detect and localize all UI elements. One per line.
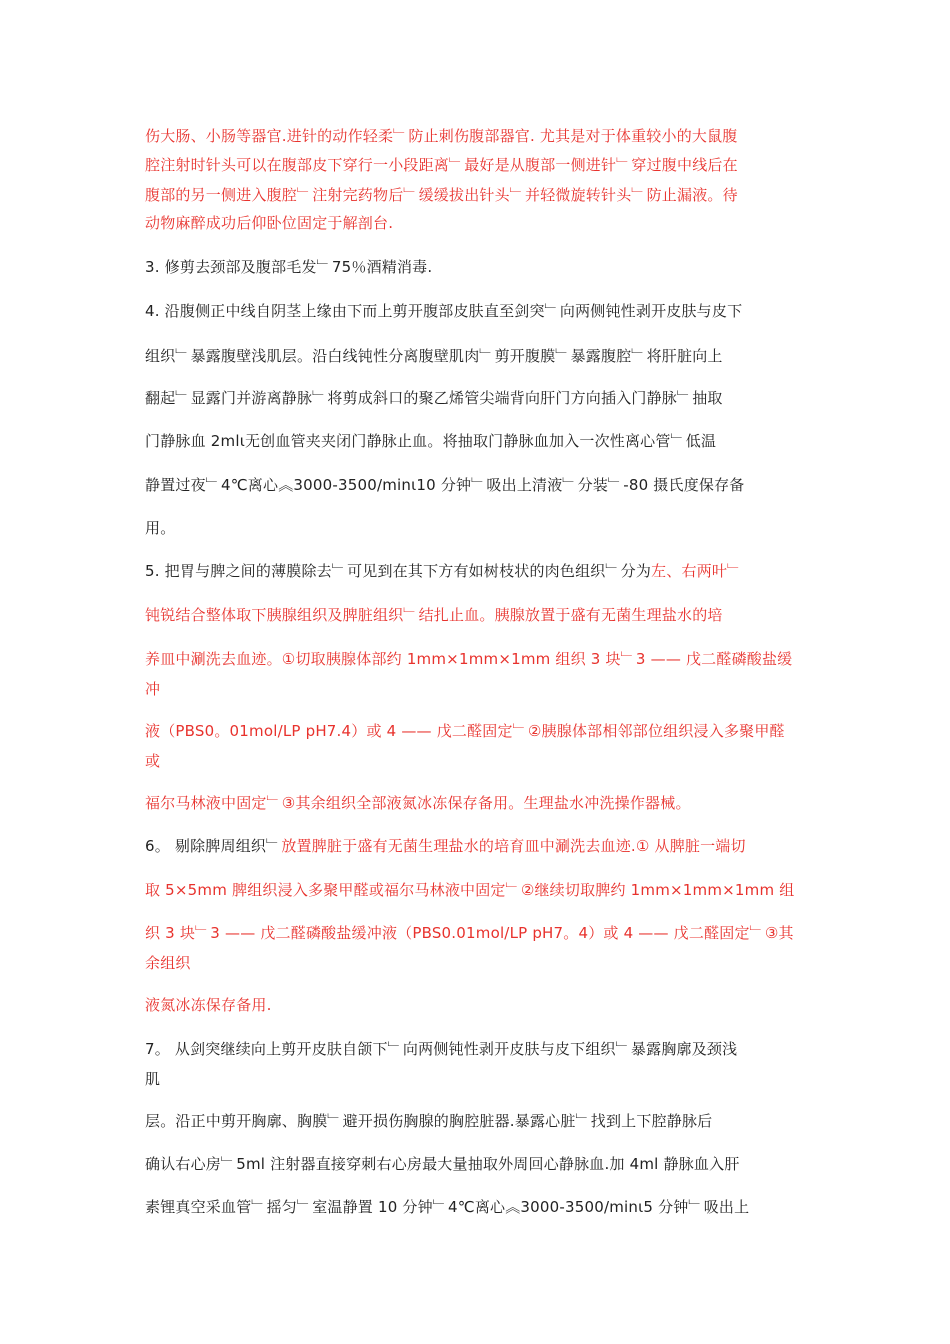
text-line: 腔注射时针头可以在腹部皮下穿行一小段距离﹂最好是从腹部一侧进针﹂穿过腹中线后在	[145, 156, 738, 174]
text-line: 动物麻醉成功后仰卧位固定于解剖台.	[145, 214, 394, 232]
text-line: 腹部的另一侧进入腹腔﹂注射完药物后﹂缓缓拔出针头﹂并轻微旋转针头﹂防止漏液。待	[145, 186, 738, 204]
text-line: 翻起﹂显露门并游离静脉﹂将剪成斜口的聚乙烯管尖端背向肝门方向插入门静脉﹂抽取	[145, 389, 723, 407]
text-line: 织 3 块﹂3 —— 戊二醛磷酸盐缓冲液（PBS0.01mol/LP pH7。4）或 4 —— 戊二醛固定﹂③其	[145, 924, 794, 942]
text-line: 或	[145, 752, 161, 770]
text-line: 素锂真空采血管﹂摇匀﹂室温静置 10 分钟﹂4℃离心︽3000-3500/minι5 分钟﹂吸出上	[145, 1198, 750, 1216]
text-line: 液（PBS0。01mol/LP pH7.4）或 4 —— 戊二醛固定﹂②胰腺体部相邻部位组织浸入多聚甲醛	[145, 722, 785, 740]
text-red: 左、右两叶﹂	[651, 562, 743, 580]
text-line: 余组织	[145, 954, 191, 972]
text-black: 6。 剔除脾周组织﹂	[145, 837, 282, 855]
text-line: 用。	[145, 519, 176, 537]
text-line: 层。沿正中剪开胸廓、胸膜﹂避开损伤胸腺的胸腔脏器.暴露心脏﹂找到上下腔静脉后	[145, 1112, 713, 1130]
text-black: 5. 把胃与脾之间的薄膜除去﹂可见到在其下方有如树枝状的肉色组织﹂分为	[145, 562, 652, 580]
text-line: 肌	[145, 1070, 161, 1088]
text-line: 冲	[145, 680, 161, 698]
text-line: 钝锐结合整体取下胰腺组织及脾脏组织﹂结扎止血。胰腺放置于盛有无菌生理盐水的培	[145, 606, 723, 624]
text-line	[145, 835, 805, 856]
text-line: 门静脉血 2mlι无创血管夹夹闭门静脉止血。将抽取门静脉血加入一次性离心管﹂低温	[145, 432, 717, 450]
text-line: 养皿中涮洗去血迹。①切取胰腺体部约 1mm×1mm×1mm 组织 3 块﹂3 —— 戊二醛磷酸盐缓	[145, 650, 793, 668]
text-line: 福尔马林液中固定﹂③其余组织全部液氮冰冻保存备用。生理盐水冲洗操作器械。	[145, 794, 691, 812]
text-line: 确认右心房﹂5ml 注射器直接穿刺右心房最大量抽取外周回心静脉血.加 4ml 静脉血入肝	[145, 1155, 740, 1173]
text-red: 放置脾脏于盛有无菌生理盐水的培育皿中涮洗去血迹.① 从脾脏一端切	[281, 837, 746, 855]
text-line: 4. 沿腹侧正中线自阴茎上缘由下而上剪开腹部皮肤直至剑突﹂向两侧钝性剥开皮肤与皮下	[145, 302, 743, 320]
text-line: 3. 修剪去颈部及腹部毛发﹂75％酒精消毒.	[145, 258, 433, 276]
text-line: 静置过夜﹂4℃离心︽3000-3500/minι10 分钟﹂吸出上清液﹂分装﹂-80 摄氏度保存备	[145, 476, 745, 494]
text-line: 液氮冰冻保存备用.	[145, 996, 272, 1014]
text-line: 伤大肠、小肠等器官.进针的动作轻柔﹂防止刺伤腹部器官. 尤其是对于体重较小的大鼠腹	[145, 127, 738, 145]
text-line	[145, 560, 805, 581]
text-line: 取 5×5mm 脾组织浸入多聚甲醛或福尔马林液中固定﹂②继续切取脾约 1mm×1mm×1mm 组	[145, 881, 795, 899]
text-line: 7。 从剑突继续向上剪开皮肤自颌下﹂向两侧钝性剥开皮肤与皮下组织﹂暴露胸廓及颈浅	[145, 1040, 738, 1058]
text-line: 组织﹂暴露腹壁浅肌层。沿白线钝性分离腹壁肌肉﹂剪开腹膜﹂暴露腹腔﹂将肝脏向上	[145, 347, 723, 365]
